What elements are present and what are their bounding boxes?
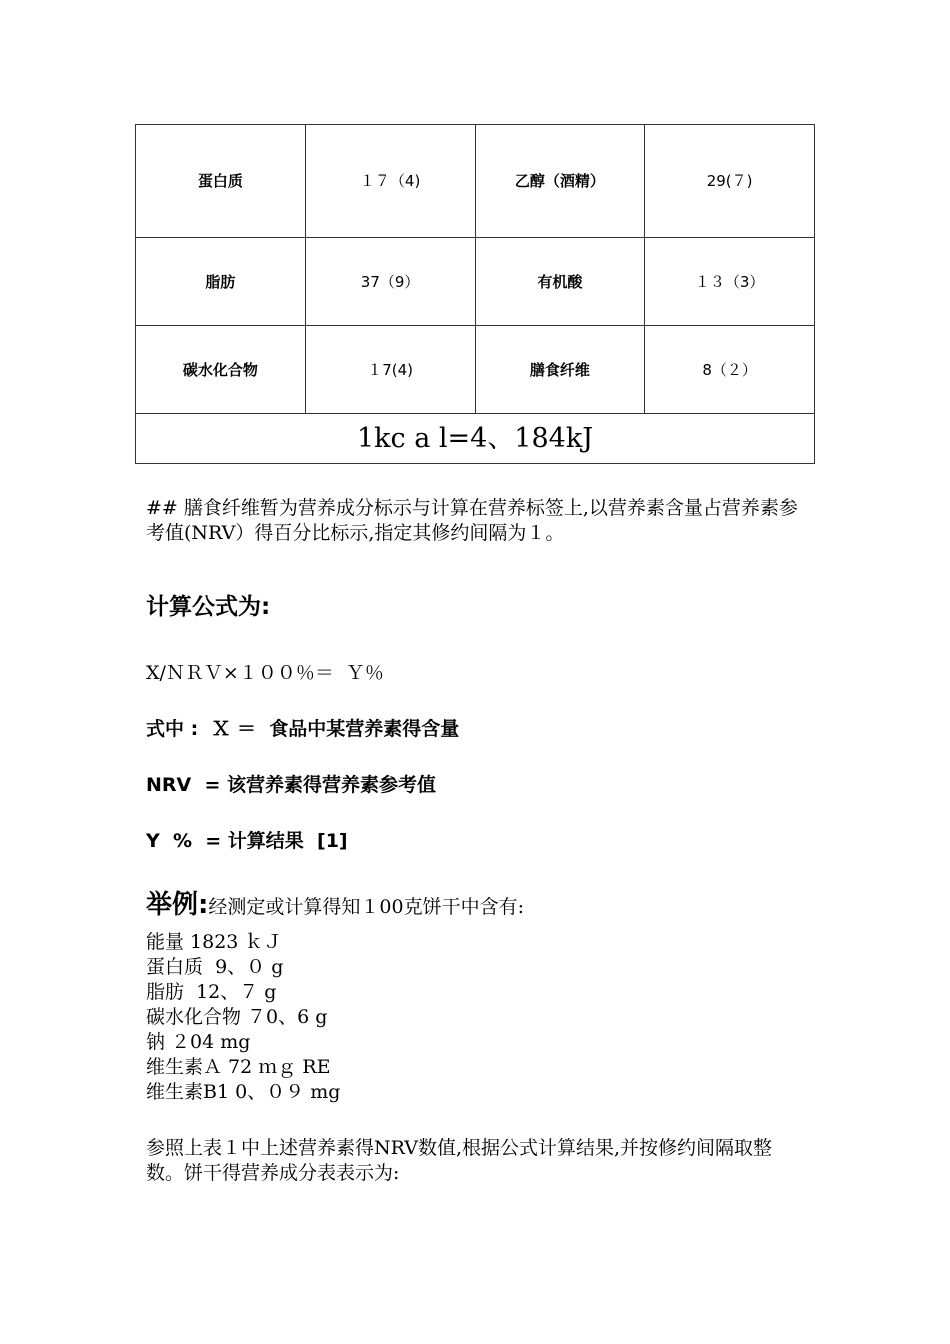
energy-value: １7(4) bbox=[305, 326, 475, 414]
list-item: 碳水化合物 ７0、6 g bbox=[146, 1006, 328, 1028]
example-nutrient-list bbox=[146, 930, 340, 1105]
formula-title: 计算公式为: bbox=[146, 594, 271, 620]
nutrient-name: 膳食纤维 bbox=[475, 326, 645, 414]
nutrient-name: 乙醇（酒精） bbox=[475, 125, 645, 238]
energy-value: １７（4) bbox=[305, 125, 475, 238]
energy-value: 8（２） bbox=[645, 326, 815, 414]
nutrient-name: 碳水化合物 bbox=[136, 326, 306, 414]
formula-definition-y: Y % = 计算结果 [1] bbox=[146, 830, 348, 852]
table-row bbox=[136, 326, 815, 414]
list-item: 蛋白质 9、０ g bbox=[146, 956, 284, 978]
example-heading bbox=[146, 890, 524, 922]
nutrient-name: 有机酸 bbox=[475, 238, 645, 326]
closing-paragraph: 参照上表１中上述营养素得NRV数值,根据公式计算结果,并按修约间隔取整数。饼干得营养成分表表示为: bbox=[146, 1137, 773, 1184]
formula-definition-x: 式中 : Ｘ ＝ 食品中某营养素得含量 bbox=[146, 718, 460, 740]
list-item: 钠 ２04 mg bbox=[146, 1031, 251, 1053]
energy-conversion-table bbox=[135, 124, 815, 464]
list-item: 脂肪 12、７ g bbox=[146, 981, 277, 1003]
list-item: 能量 1823 ｋＪ bbox=[146, 931, 283, 953]
dietary-fiber-note: ## 膳食纤维暂为营养成分标示与计算在营养标签上,以营养素含量占营养素参考值(NRV）得百分比标示,指定其修约间隔为１。 bbox=[146, 497, 798, 544]
energy-value: 37（9） bbox=[305, 238, 475, 326]
formula-equation: X/ＮＲＶ×１００％＝ Ｙ％ bbox=[146, 662, 384, 684]
list-item: 维生素B1 0、０９ mg bbox=[146, 1081, 341, 1103]
list-item: 维生素Ａ 72 ｍｇ RE bbox=[146, 1056, 331, 1078]
nutrient-name: 脂肪 bbox=[136, 238, 306, 326]
kcal-conversion-note: 1kc a l=4、184kJ bbox=[136, 414, 815, 464]
example-intro: 经测定或计算得知１00克饼干中含有: bbox=[208, 896, 524, 918]
example-label: 举例: bbox=[146, 890, 209, 920]
table-row bbox=[136, 125, 815, 238]
energy-value: 29(７) bbox=[645, 125, 815, 238]
nutrient-name: 蛋白质 bbox=[136, 125, 306, 238]
table-footer-row bbox=[136, 414, 815, 464]
formula-definition-nrv: NRV = 该营养素得营养素参考值 bbox=[146, 774, 437, 796]
energy-value: １３（3） bbox=[645, 238, 815, 326]
table-row bbox=[136, 238, 815, 326]
